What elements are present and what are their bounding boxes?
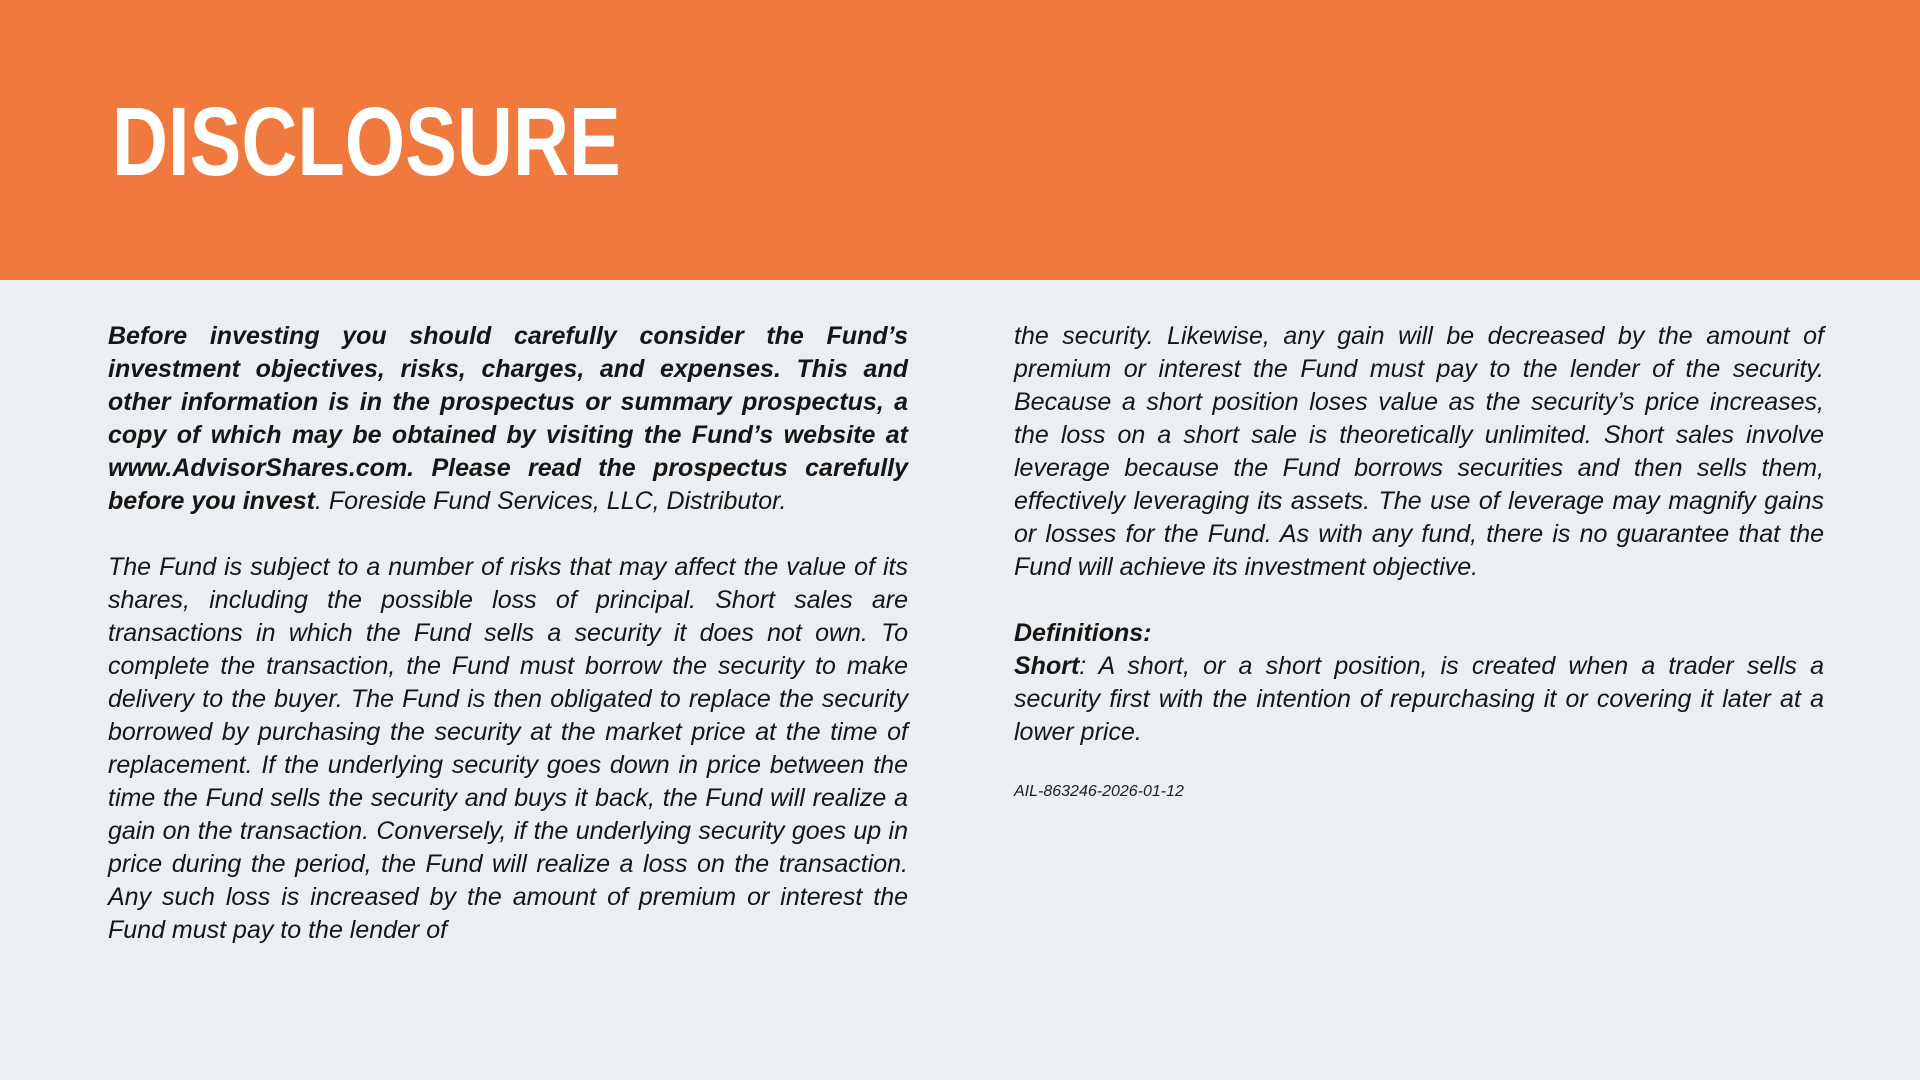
page-title: DISCLOSURE	[112, 87, 621, 196]
doc-code: AIL-863246-2026-01-12	[1014, 783, 1184, 800]
header-banner	[0, 0, 1920, 280]
risk-paragraph: The Fund is subject to a number of risks that may affect the value of its shares, including the possible loss of principal. Short sales are transactions in which the Fund sells a security it does not own. To complete the transaction, the Fund must borrow the security to make delivery to the buyer. The Fund is then obligated to replace the security borrowed by purchasing the security at the market price at the time of replacement. If the underlying security goes down in price between the time the Fund sells the security and buys it back, the Fund will realize a gain on the transaction. Conversely, if the underlying security goes up in price during the period, the Fund will realize a loss on the transaction. Any such loss is increased by the amount of premium or interest the Fund must pay to the lender of	[108, 553, 908, 944]
intro-bold-text: Before investing you should carefully consider the Fund’s investment objectives, risks, charges, and expenses. This and other information is in the prospectus or summary prospectus, a copy of which may be obtained by visiting the Fund’s website at www.AdvisorShares.com. Please read the prospectus carefully before you invest	[108, 322, 908, 515]
definition-text: : A short, or a short position, is created when a trader sells a security first with the intention of repurchasing it or covering it later at a lower price.	[1014, 652, 1824, 746]
intro-regular-text: . Foreside Fund Services, LLC, Distributor.	[315, 487, 787, 515]
definitions-heading: Definitions:	[1014, 619, 1152, 647]
definition-paragraph	[1014, 650, 1824, 749]
left-column	[108, 320, 908, 980]
intro-paragraph	[108, 320, 908, 518]
right-column	[1014, 320, 1824, 802]
risk-continuation-paragraph: the security. Likewise, any gain will be decreased by the amount of premium or interest the Fund must pay to the lender of the security. Because a short position loses value as the security’s price increases, the loss on a short sale is theoretically unlimited. Short sales involve leverage because the Fund borrows securities and then sells them, effectively leveraging its assets. The use of leverage may magnify gains or losses for the Fund. As with any fund, there is no guarantee that the Fund will achieve its investment objective.	[1014, 322, 1824, 581]
definition-term: Short	[1014, 652, 1080, 680]
